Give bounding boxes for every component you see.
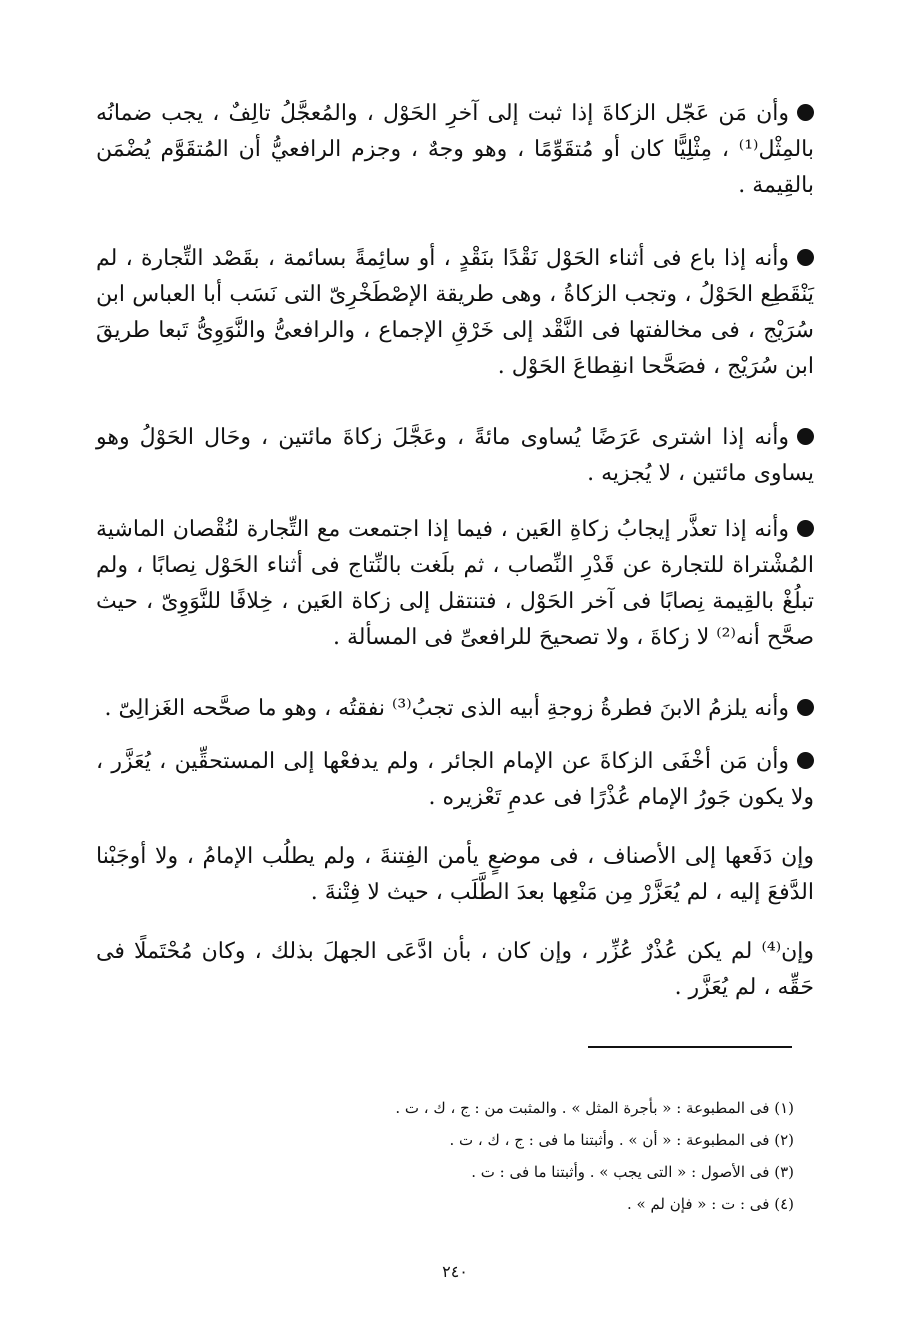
paragraph-text: وأنه يلزمُ الابنَ فطرةُ زوجةِ أبيه الذى تجبُ⁽³⁾ نفقتُه ، وهو ما صحَّحه الغَزالِىّ . bbox=[104, 696, 789, 721]
footnote-2: (٢) فى المطبوعة : « أن » . وأثبتنا ما فى : ج ، ك ، ت . bbox=[449, 1131, 794, 1149]
paragraph-4 bbox=[96, 512, 814, 656]
footnote-3: (٣) فى الأصول : « التى يجب » . وأثبتنا ما فى : ت . bbox=[471, 1163, 794, 1181]
paragraph-text: وأن مَن عَجّل الزكاةَ إذا ثبت إلى آخرِ الحَوْل ، والمُعجَّلُ تالِفٌ ، يجب ضمانُه بالمِثْل⁽¹⁾ ، مِثْلِيًّا كان أو مُتقَوِّمًا ، وهو وجهٌ ، وجزم الرافعيُّ أن المُتقَوَّم يُضْمَن بالقِيمة . bbox=[96, 101, 814, 198]
bullet-icon bbox=[797, 752, 814, 769]
paragraph-2 bbox=[96, 241, 814, 385]
paragraph-text: وأنه إذا باع فى أثناء الحَوْل نَقْدًا بنَقْدٍ ، أو سائِمةً بسائمة ، بقَصْد التِّجارة ، لم يَنْقَطِع الحَوْلُ ، وتجب الزكاةُ ، وهى طريقة الإصْطَخْرِىّ التى نَسَب أبا العباس ابن سُرَيْج ، فى مخالفتها فى النَّقْد إلى خَرْقِ الإجماع ، والرافعىُّ والنَّوَوِىُّ تَبعا طريقَ ابن سُرَيْج ، فصَحَّحا انقِطاعَ الحَوْل . bbox=[96, 246, 814, 379]
bullet-icon bbox=[797, 249, 814, 266]
paragraph-7: وإن دَفَعها إلى الأصناف ، فى موضعٍ يأمن الفِتنةَ ، ولم يطلُب الإمامُ ، ولا أوجَبْنا الدَّفعَ إليه ، لم يُعَزَّرْ مِن مَنْعِها بعدَ الطَّلَب ، حيث لا فِتْنةَ . bbox=[96, 844, 814, 905]
paragraph-text: وأن مَن أخْفَى الزكاةَ عن الإمام الجائر ، ولم يدفعْها إلى المستحقِّين ، يُعَزَّر ، ولا يكون جَورُ الإمام عُذْرًا فى عدمِ تَعْزيره . bbox=[96, 749, 814, 810]
bullet-icon bbox=[797, 699, 814, 716]
paragraph-text: وأنه إذا تعذَّر إيجابُ زكاةِ العَين ، فيما إذا اجتمعت مع التِّجارة لنُقْصان الماشية المُشْتراة للتجارة عن قَدْرِ النِّصاب ، ثم بلَغت بالنِّتاج فى أثناء الحَوْل نِصابًا ، ولم تبلُغْ بالقِيمة نِصابًا فى آخر الحَوْل ، فتنتقل إلى زكاة العَين ، خِلافًا للنَّوَوِىّ ، حيث صحَّح أنه⁽²⁾ لا زكاةَ ، ولا تصحيحَ للرافعىِّ فى المسألة . bbox=[96, 517, 814, 650]
paragraph-text: وأنه إذا اشترى عَرَضًا يُساوى مائةً ، وعَجَّلَ زكاةَ مائتين ، وحَال الحَوْلُ وهو يساوى مائتين ، لا يُجزيه . bbox=[96, 425, 814, 486]
footnote-4: (٤) فى : ت : « فإن لم » . bbox=[626, 1195, 794, 1213]
footnote-1: (١) فى المطبوعة : « بأجرة المثل » . والمثبت من : ج ، ك ، ت . bbox=[395, 1099, 794, 1117]
page-number: ٢٤٠ bbox=[442, 1262, 468, 1281]
paragraph-6 bbox=[96, 744, 814, 816]
paragraph-8: وإن⁽⁴⁾ لم يكن عُذْرٌ عُزِّر ، وإن كان ، بأن ادَّعَى الجهلَ بذلك ، وكان مُحْتَملًا فى حَقِّه ، لم يُعَزَّر . bbox=[96, 939, 814, 1000]
paragraph-1 bbox=[96, 96, 814, 204]
bullet-icon bbox=[797, 104, 814, 121]
paragraph-3 bbox=[96, 420, 814, 492]
footnote-separator bbox=[588, 1046, 792, 1048]
bullet-icon bbox=[797, 520, 814, 537]
bullet-icon bbox=[797, 428, 814, 445]
paragraph-5 bbox=[96, 691, 814, 727]
